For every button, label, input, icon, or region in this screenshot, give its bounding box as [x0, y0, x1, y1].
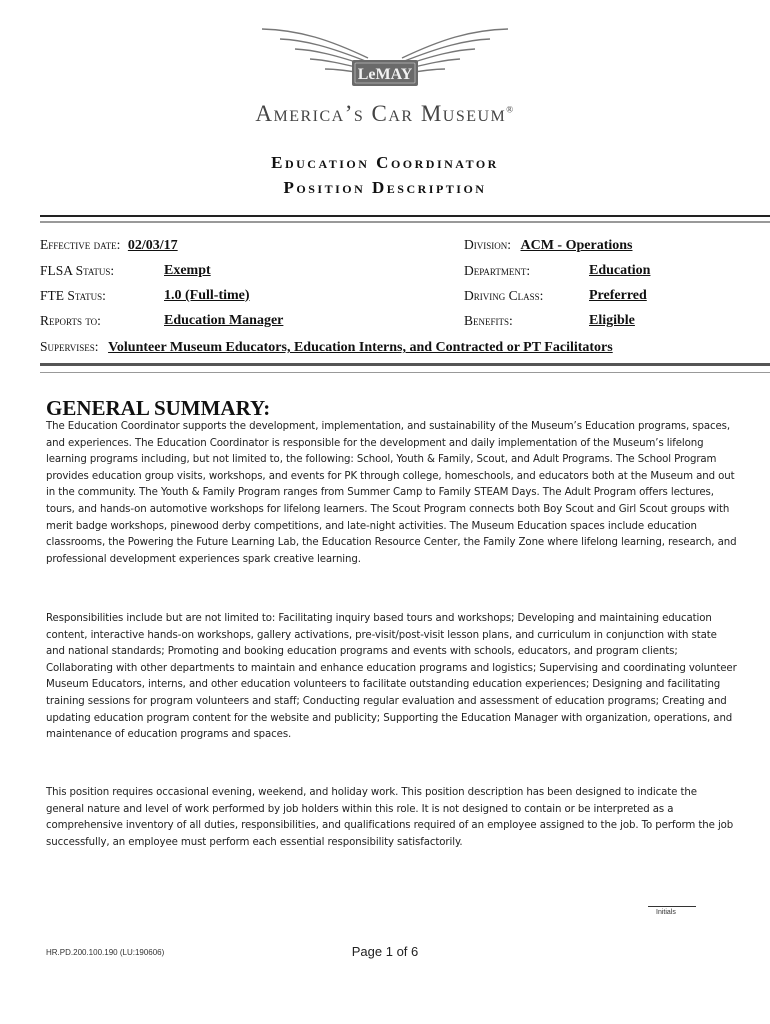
museum-name [0, 101, 770, 127]
benefits-label: Benefits: [464, 313, 513, 328]
fte-status-value: 1.0 (Full-time) [164, 288, 250, 303]
summary-paragraph: The Education Coordinator supports the development, implementation, and sustainability of the Museum’s Education programs, spaces, and experiences. The Education Coordinator is responsible for the development and daily implementation of the Museum’s lifelong learning programs including, but not limited to, the following: School, Youth & Family, Scout, and Adult Programs. The School Program provides education group visits, workshops, and events for PK through college, homeschools, and educators both at the Museum and out in the community. The Youth & Family Program ranges from Summer Camp to Family STEAM Days. The Adult Program offers lectures, tours, and hands-on automotive workshops for lifelong learners. The Scout Program connects both Boy Scout and Girl Scout groups with merit badge workshops, pinewood derby competitions, and late-night activities. The Museum Education spaces include education classrooms, the Powering the Future Learning Lab, the Education Resource Center, the Family Zone where lifelong learning, research, and professional development experiences spark creative learning. [46, 421, 737, 565]
initials-label: Initials [656, 909, 676, 916]
section-heading: GENERAL SUMMARY: [46, 396, 271, 420]
flsa-status-row [40, 263, 114, 280]
reports-to-label: Reports to: [40, 313, 101, 328]
department-label: Department: [464, 263, 531, 278]
flsa-status-value: Exempt [164, 263, 211, 278]
reports-to-row [40, 313, 101, 330]
fte-status-row [40, 288, 106, 305]
logo-text: LeMAY [357, 66, 413, 83]
flsa-status-value-cell [164, 263, 211, 279]
supervises-row [40, 339, 613, 356]
header-divider [40, 215, 770, 223]
effective-date-row [40, 237, 178, 254]
flsa-status-label: FLSA Status: [40, 263, 115, 278]
document-code: HR.PD.200.100.190 (LU:190606) [46, 948, 165, 957]
division-value: ACM - Operations [520, 238, 633, 253]
driving-class-row [464, 288, 543, 305]
benefits-value-cell [589, 313, 635, 329]
driving-class-value: Preferred [589, 288, 647, 303]
document-subtitle: Position Description [283, 178, 487, 197]
page-number: Page 1 of 6 [351, 944, 419, 959]
division-label: Division: [464, 237, 511, 252]
fields-divider [40, 363, 770, 373]
reports-to-value-cell [164, 313, 283, 329]
initials-line [648, 906, 696, 907]
supervises-value: Volunteer Museum Educators, Education Interns, and Contracted or PT Facilitators [108, 340, 613, 355]
effective-date-value: 02/03/17 [127, 238, 178, 253]
effective-date-label: Effective date: [40, 237, 121, 252]
fte-status-label: FTE Status: [40, 288, 106, 303]
work-requirements-paragraph: This position requires occasional evening, weekend, and holiday work. This position description has been designed to indicate the general nature and level of work performed by job holders within this role. It is not designed to contain or be interpreted as a comprehensive inventory of all duties, responsibilities, and qualifications required of an employee assigned to the job. To perform the job successfully, an employee must perform each essential responsibility satisfactorily. [46, 787, 734, 848]
reports-to-value: Education Manager [164, 313, 284, 328]
fte-status-value-cell [164, 288, 250, 304]
driving-class-label: Driving Class: [464, 288, 544, 303]
responsibilities-paragraph: Responsibilities include but are not limited to: Facilitating inquiry based tours and workshops; Developing and maintaining education content, interactive hands-on workshops, gallery activations, pre-visit/post-visit lesson plans, and curriculum in conjunction with state and national standards; Promoting and booking education programs and events with schools, educators, and program clients; Collaborating with other departments to maintain and enhance education programs and logistics; Supervising and coordinating volunteer Museum Educators, interns, and other education volunteers to facilitate outstanding education experiences; Designing and facilitating training sessions for program volunteers and staff; Conducting regular evaluation and assessment of education programs; Creating and updating education program content for the website and publicity; Supporting the Education Manager with organization, operations, and maintenance of education programs and spaces. [46, 613, 737, 741]
benefits-value: Eligible [589, 313, 635, 328]
document-title: Education Coordinator [271, 153, 499, 172]
benefits-row [464, 313, 513, 330]
supervises-label: Supervises: [40, 339, 99, 354]
registered-mark: ® [506, 104, 515, 115]
department-row [464, 263, 530, 280]
driving-class-value-cell [589, 288, 647, 304]
department-value-cell [589, 263, 650, 279]
department-value: Education [589, 263, 651, 278]
division-row [464, 237, 633, 254]
museum-name-text: America’s Car Museum [255, 101, 507, 126]
